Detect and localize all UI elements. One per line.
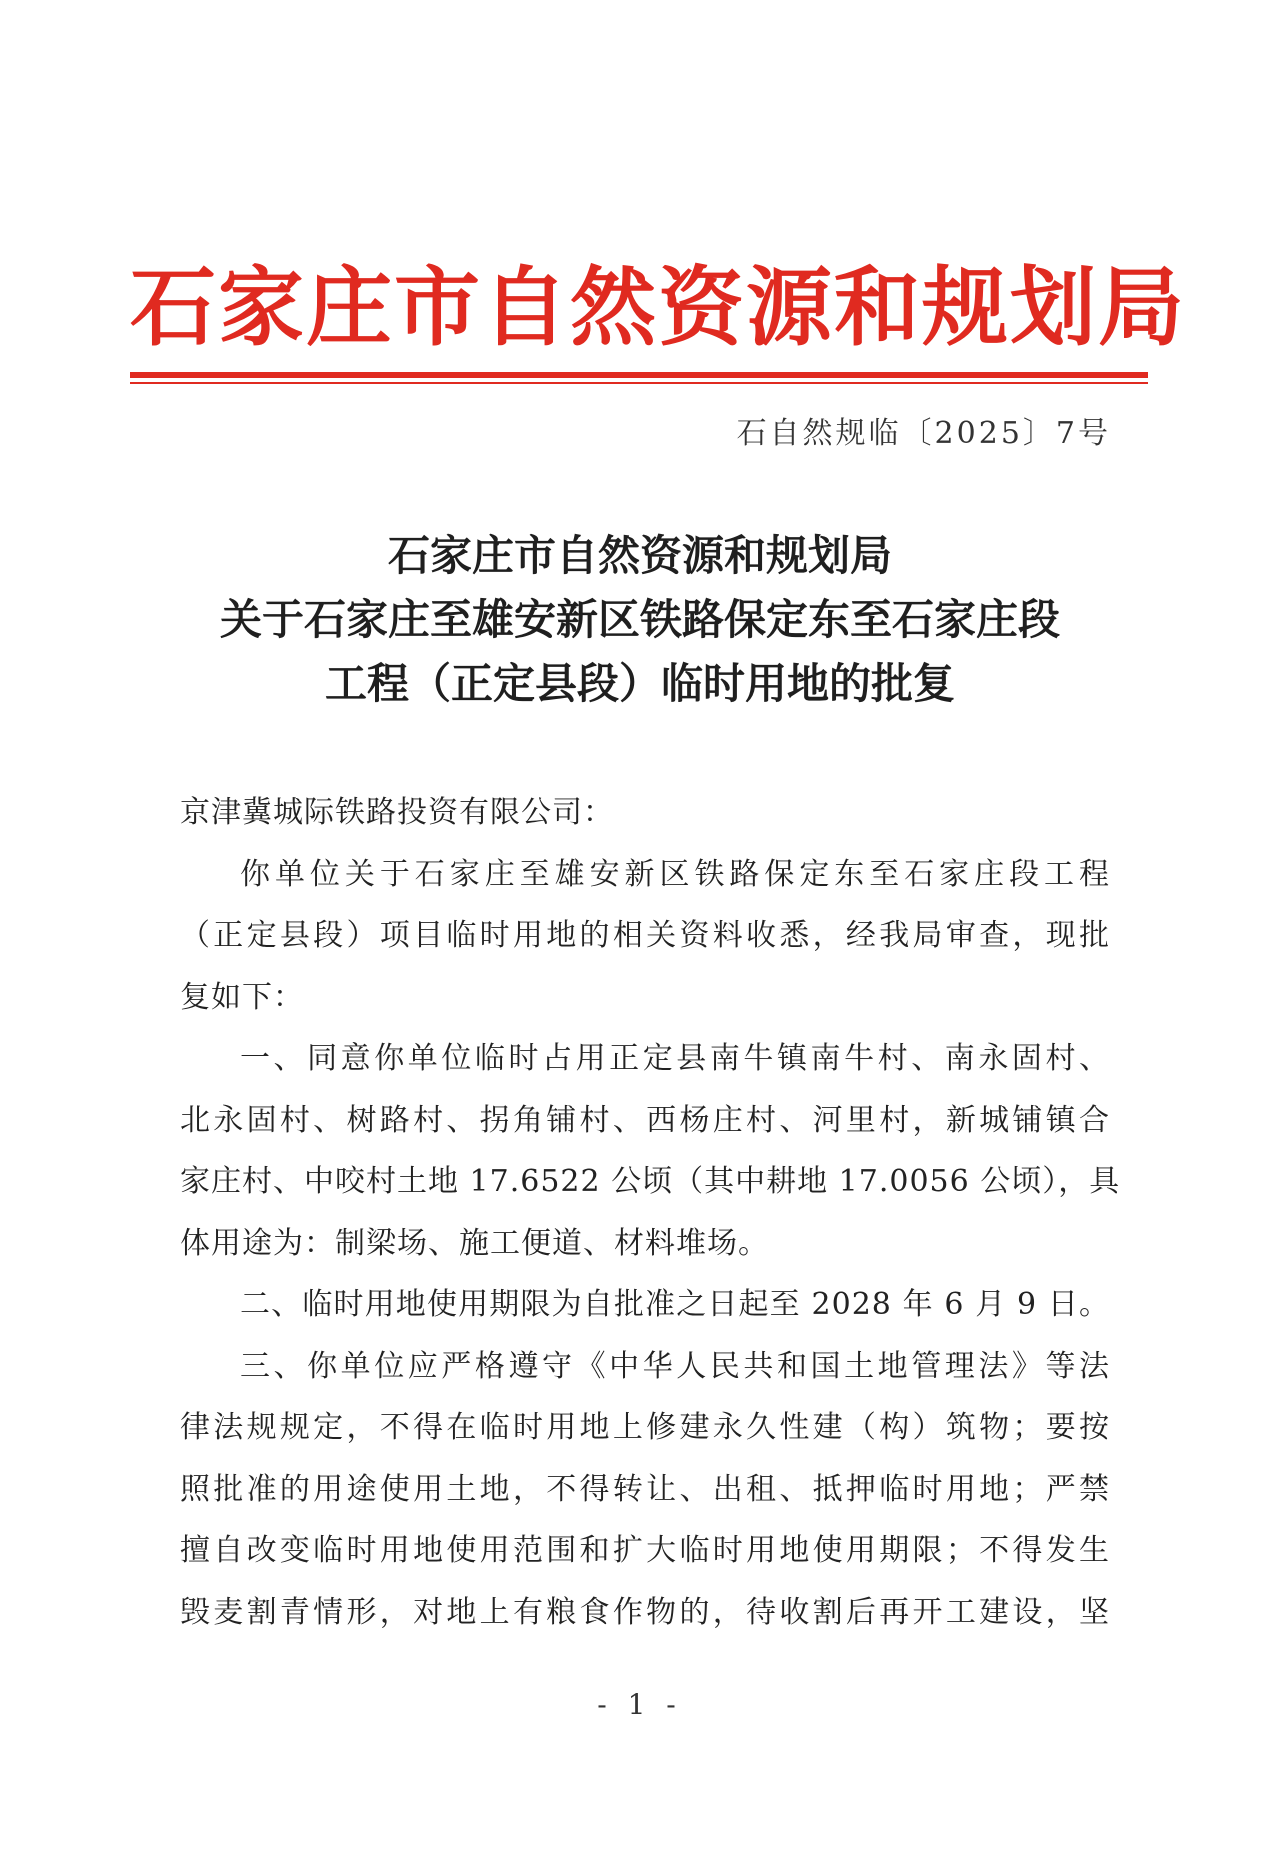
body-line: 擅自改变临时用地使用范围和扩大临时用地使用期限；不得发生	[180, 1533, 1110, 1568]
document-title-line-2: 关于石家庄至雄安新区铁路保定东至石家庄段	[219, 595, 1060, 644]
body-line: 律法规规定，不得在临时用地上修建永久性建（构）筑物；要按	[180, 1410, 1110, 1445]
agency-header-title: 石家庄市自然资源和规划局	[130, 257, 1186, 358]
addressee: 京津冀城际铁路投资有限公司：	[180, 795, 614, 830]
body-line: 体用途为：制梁场、施工便道、材料堆场。	[180, 1225, 769, 1261]
document-body	[180, 782, 1121, 1643]
body-line: 毁麦割青情形，对地上有粮食作物的，待收割后再开工建设，坚	[180, 1594, 1110, 1630]
red-header-rule	[130, 372, 1148, 378]
body-line: 复如下：	[180, 979, 304, 1015]
body-line: （正定县段）项目临时用地的相关资料收悉，经我局审查，现批	[180, 918, 1110, 953]
document-title-line-1: 石家庄市自然资源和规划局	[387, 531, 892, 580]
red-header-rule-thin	[130, 382, 1148, 384]
document-title-line-3: 工程（正定县段）临时用地的批复	[324, 659, 955, 708]
document-title	[130, 524, 1150, 716]
body-line: 三、你单位应严格遵守《中华人民共和国土地管理法》等法	[240, 1348, 1110, 1384]
body-line: 家庄村、中咬村土地 17.6522 公顷（其中耕地 17.0056 公顷），具	[180, 1164, 1121, 1199]
body-line: 你单位关于石家庄至雄安新区铁路保定东至石家庄段工程	[240, 856, 1110, 892]
page-number: - 1 -	[597, 1688, 682, 1721]
body-line: 北永固村、树路村、拐角铺村、西杨庄村、河里村，新城铺镇合	[180, 1102, 1110, 1138]
body-line: 二、临时用地使用期限为自批准之日起至 2028 年 6 月 9 日。	[240, 1287, 1110, 1322]
body-line: 照批准的用途使用土地，不得转让、出租、抵押临时用地；严禁	[180, 1471, 1110, 1507]
document-number: 石自然规临〔2025〕7号	[736, 416, 1111, 451]
body-line: 一、同意你单位临时占用正定县南牛镇南牛村、南永固村、	[240, 1041, 1110, 1076]
